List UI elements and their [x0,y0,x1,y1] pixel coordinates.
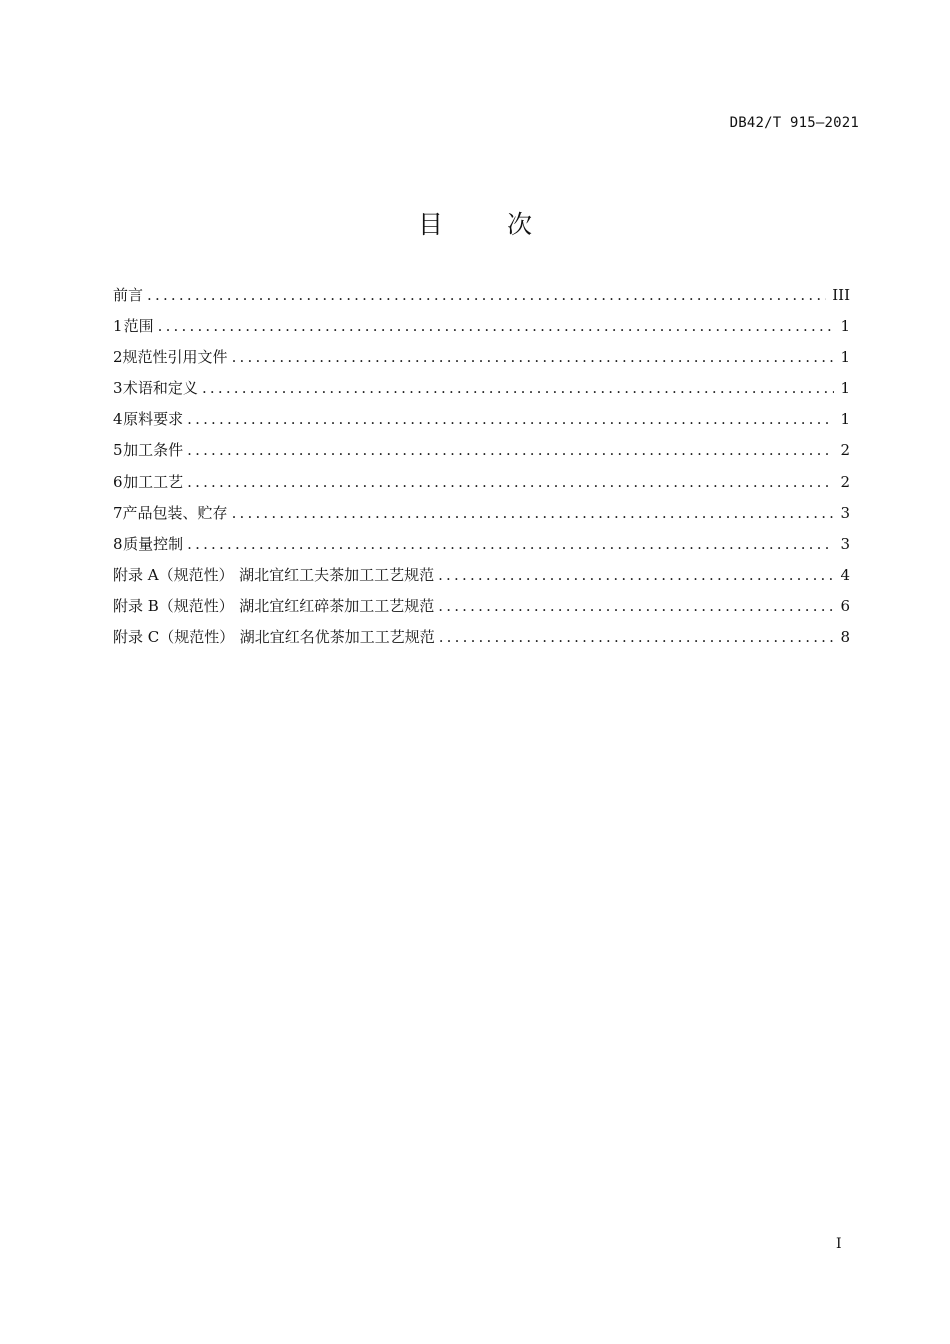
toc-leader-dots [187,441,834,459]
toc-entry-label: 加工工艺 [123,472,184,491]
toc-entry-page: 3 [840,534,850,553]
toc-entry-number: 4 [113,410,123,429]
toc-entry-number: 7 [113,503,123,522]
toc-appendix-b[interactable] [113,595,850,626]
toc-entry-page: 1 [840,379,850,398]
toc-entry-page: III [832,286,850,304]
toc-entry-3[interactable] [113,377,850,408]
toc-entry-1[interactable] [113,315,850,346]
toc-entry-foreword[interactable] [113,284,850,315]
toc-leader-dots [202,379,834,397]
toc-entry-6[interactable] [113,471,850,502]
toc-list [113,284,850,657]
toc-appendix-label: 湖北宜红名优茶加工工艺规范 [239,628,435,647]
toc-entry-label: 范围 [123,317,154,336]
toc-entry-4[interactable] [113,408,850,439]
toc-leader-dots [187,410,834,428]
toc-appendix-label: 湖北宜红红碎茶加工工艺规范 [239,596,435,615]
toc-leader-dots [187,473,834,491]
standard-code: DB42/T 915—2021 [729,115,859,131]
toc-entry-number: 6 [113,472,123,491]
toc-appendix-prefix: 附录 C（规范性） [113,628,235,647]
toc-entry-number: 3 [113,379,123,398]
toc-entry-number: 1 [113,317,123,336]
toc-entry-page: 6 [840,596,850,615]
toc-appendix-a[interactable] [113,564,850,595]
toc-entry-label: 术语和定义 [122,379,198,398]
toc-appendix-label: 湖北宜红工夫茶加工工艺规范 [239,565,435,584]
toc-leader-dots [438,566,834,584]
toc-entry-page: 8 [840,628,850,647]
page-number: I [836,1236,842,1252]
toc-leader-dots [147,286,826,304]
toc-entry-label: 加工条件 [123,441,184,460]
toc-title: 目 次 [418,210,560,239]
toc-entry-number: 5 [113,441,123,460]
toc-leader-dots [158,317,834,335]
toc-entry-2[interactable] [113,346,850,377]
toc-entry-page: 1 [840,410,850,429]
toc-leader-dots [187,535,834,553]
toc-entry-number: 2 [113,348,123,367]
toc-entry-label: 产品包装、贮存 [122,503,228,522]
toc-appendix-prefix: 附录 B（规范性） [113,596,234,615]
toc-entry-page: 3 [840,503,850,522]
toc-entry-label: 前言 [113,286,144,304]
toc-entry-5[interactable] [113,439,850,470]
toc-entry-page: 4 [840,565,850,584]
toc-leader-dots [439,628,834,646]
toc-entry-8[interactable] [113,533,850,564]
toc-entry-number: 8 [113,534,123,553]
toc-entry-page: 1 [840,317,850,336]
toc-entry-label: 原料要求 [123,410,184,429]
toc-leader-dots [232,504,834,522]
toc-entry-page: 2 [840,472,850,491]
toc-appendix-prefix: 附录 A（规范性） [113,565,234,584]
toc-entry-page: 2 [840,441,850,460]
toc-leader-dots [232,348,834,366]
toc-appendix-c[interactable] [113,626,850,657]
toc-entry-label: 质量控制 [123,534,184,553]
toc-leader-dots [438,597,834,615]
toc-entry-page: 1 [840,348,850,367]
toc-entry-7[interactable] [113,502,850,533]
toc-entry-label: 规范性引用文件 [122,348,228,367]
